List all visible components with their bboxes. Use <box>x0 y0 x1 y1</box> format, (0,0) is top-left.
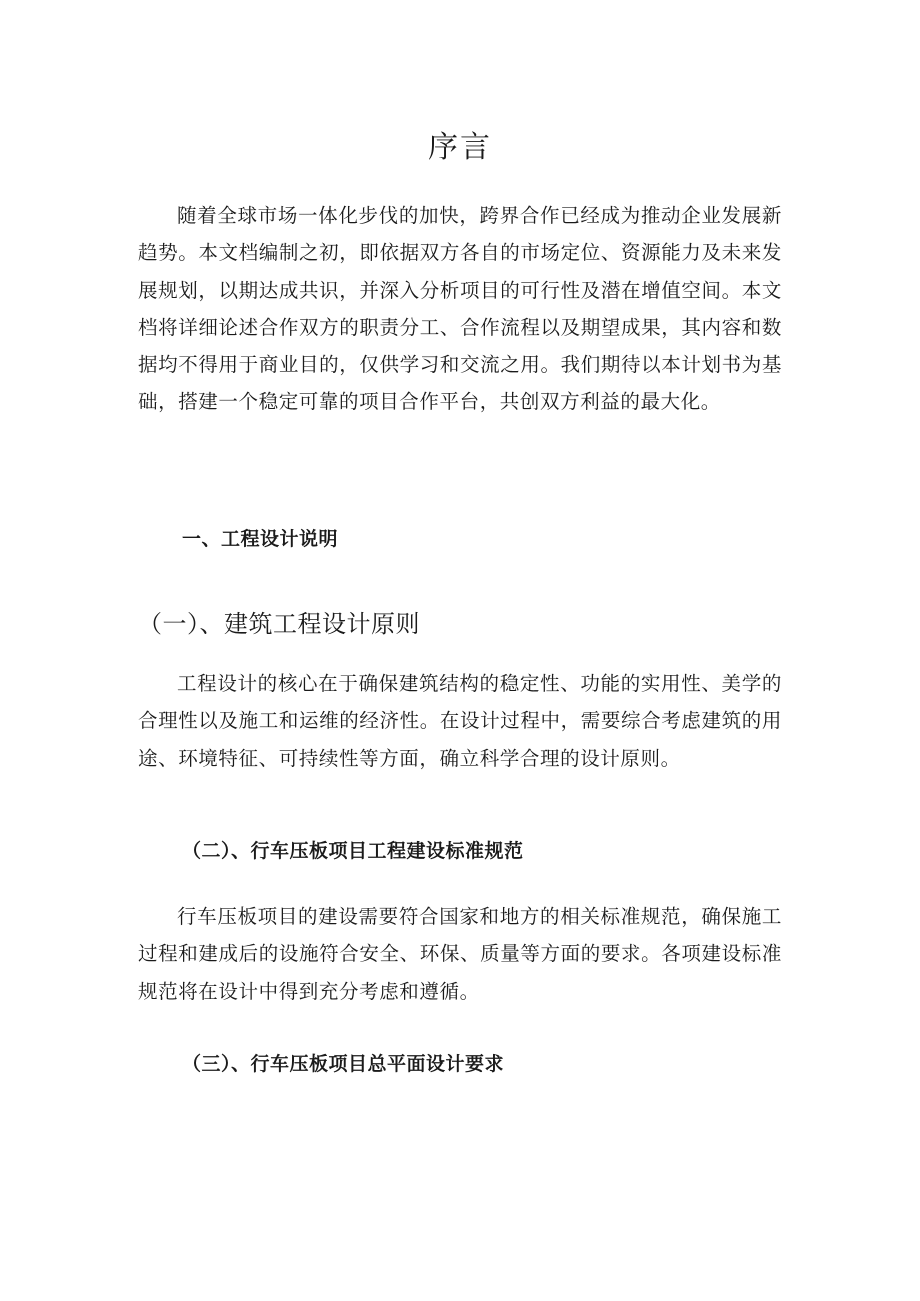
section-heading-1: 一、工程设计说明 <box>182 528 339 550</box>
subsection-heading-3: （三）、行车压板项目总平面设计要求 <box>182 1053 505 1075</box>
page-title: 序言 <box>428 130 492 165</box>
subsection-heading-1: （一）、建筑工程设计原则 <box>138 610 420 638</box>
subsection-paragraph-1: 工程设计的核心在于确保建筑结构的稳定性、功能的实用性、美学的合理性以及施工和运维的经济性。在设计过程中，需要综合考虑建筑的用途、环境特征、可持续性等方面，确立科学合理的设计原则。 <box>138 672 782 770</box>
intro-paragraph: 随着全球市场一体化步伐的加快，跨界合作已经成为推动企业发展新趋势。本文档编制之初，即依据双方各自的市场定位、资源能力及未来发展规划，以期达成共识，并深入分析项目的可行性及潜在增值空间。本文档将详细论述合作双方的职责分工、合作流程以及期望成果，其内容和数据均不得用于商业目的，仅供学习和交流之用。我们期待以本计划书为基础，搭建一个稳定可靠的项目合作平台，共创双方利益的最大化。 <box>138 204 782 414</box>
subsection-heading-2: （二）、行车压板项目工程建设标准规范 <box>182 840 524 862</box>
subsection-paragraph-2: 行车压板项目的建设需要符合国家和地方的相关标准规范，确保施工过程和建成后的设施符合安全、环保、质量等方面的要求。各项建设标准规范将在设计中得到充分考虑和遵循。 <box>138 905 782 1003</box>
